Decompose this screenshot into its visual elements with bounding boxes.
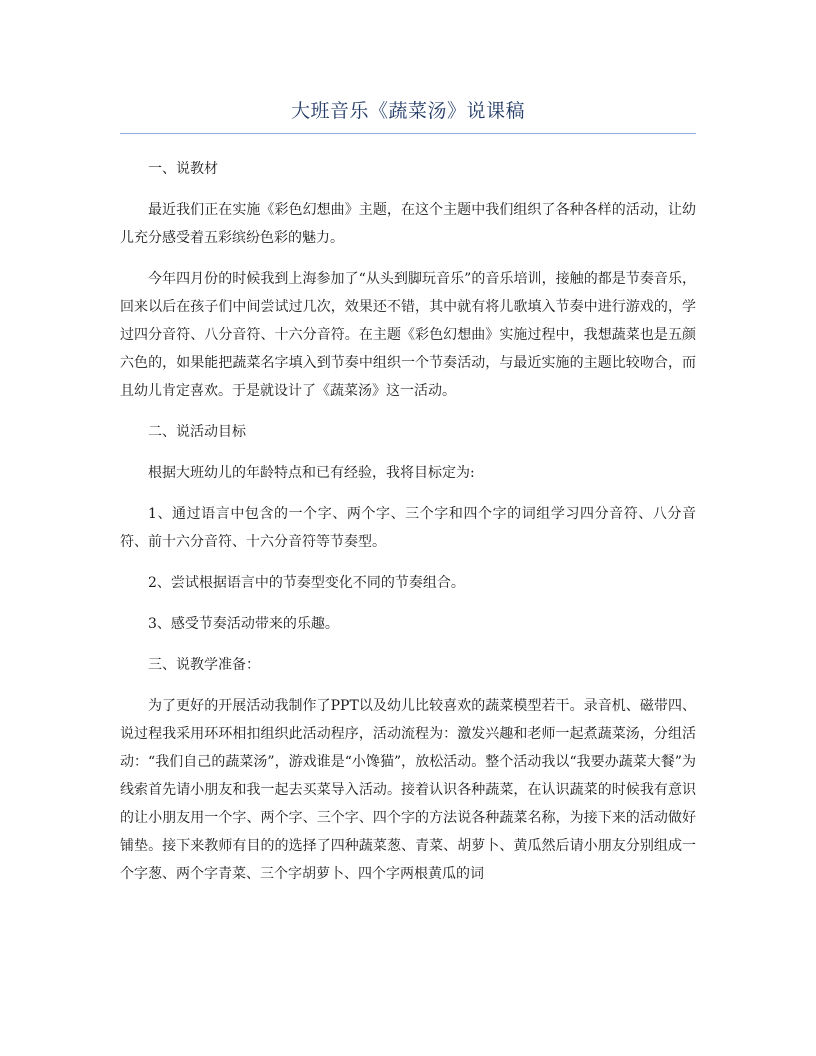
paragraph: 为了更好的开展活动我制作了PPT以及幼儿比较喜欢的蔬菜模型若干。录音机、磁带四、说过程我采用环环相扣组织此活动程序，活动流程为：激发兴趣和老师一起煮蔬菜汤，分组活动：“我们自己的蔬菜汤”，游戏谁是“小馋猫”，放松活动。整个活动我以“我要办蔬菜大餐”为线索首先请小朋友和我一起去买菜导入活动。接着认识各种蔬菜，在认识蔬菜的时候我有意识的让小朋友用一个字、两个字、三个字、四个字的方法说各种蔬菜名称，为接下来的活动做好铺垫。接下来教师有目的的选择了四种蔬菜葱、青菜、胡萝卜、黄瓜然后请小朋友分别组成一个字葱、两个字青菜、三个字胡萝卜、四个字两根黄瓜的词 — [120, 698, 696, 882]
section-heading-activity-goals: 二、说活动目标 — [148, 424, 246, 440]
section-heading-teaching-material: 一、说教材 — [148, 161, 218, 177]
goal-item: 2、尝试根据语言中的节奏型变化不同的节奏组合。 — [148, 575, 465, 591]
paragraph: 根据大班幼儿的年龄特点和已有经验，我将目标定为: — [148, 465, 475, 481]
section-heading-preparation: 三、说教学准备： — [148, 657, 260, 673]
document-title: 大班音乐《蔬菜汤》说课稿 — [290, 100, 525, 122]
paragraph: 今年四月份的时候我到上海参加了“从头到脚玩音乐”的音乐培训，接触的都是节奏音乐，回来以后在孩子们中间尝试过几次，效果还不错，其中就有将儿歌填入节奏中进行游戏的，学过四分音符、八分音符、十六分音符。在主题《彩色幻想曲》实施过程中，我想蔬菜也是五颜六色的，如果能把蔬菜名字填入到节奏中组织一个节奏活动，与最近实施的主题比较吻合，而且幼儿肯定喜欢。于是就设计了《蔬菜汤》这一活动。 — [120, 271, 696, 399]
goal-item: 3、感受节奏活动带来的乐趣。 — [148, 616, 339, 632]
goal-item: 1、通过语言中包含的一个字、两个字、三个字和四个字的词组学习四分音符、八分音符、前十六分音符、十六分音符等节奏型。 — [120, 506, 696, 550]
title-divider — [120, 133, 696, 134]
paragraph: 最近我们正在实施《彩色幻想曲》主题，在这个主题中我们组织了各种各样的活动，让幼儿充分感受着五彩缤纷色彩的魅力。 — [120, 202, 696, 246]
document-body — [120, 155, 696, 901]
